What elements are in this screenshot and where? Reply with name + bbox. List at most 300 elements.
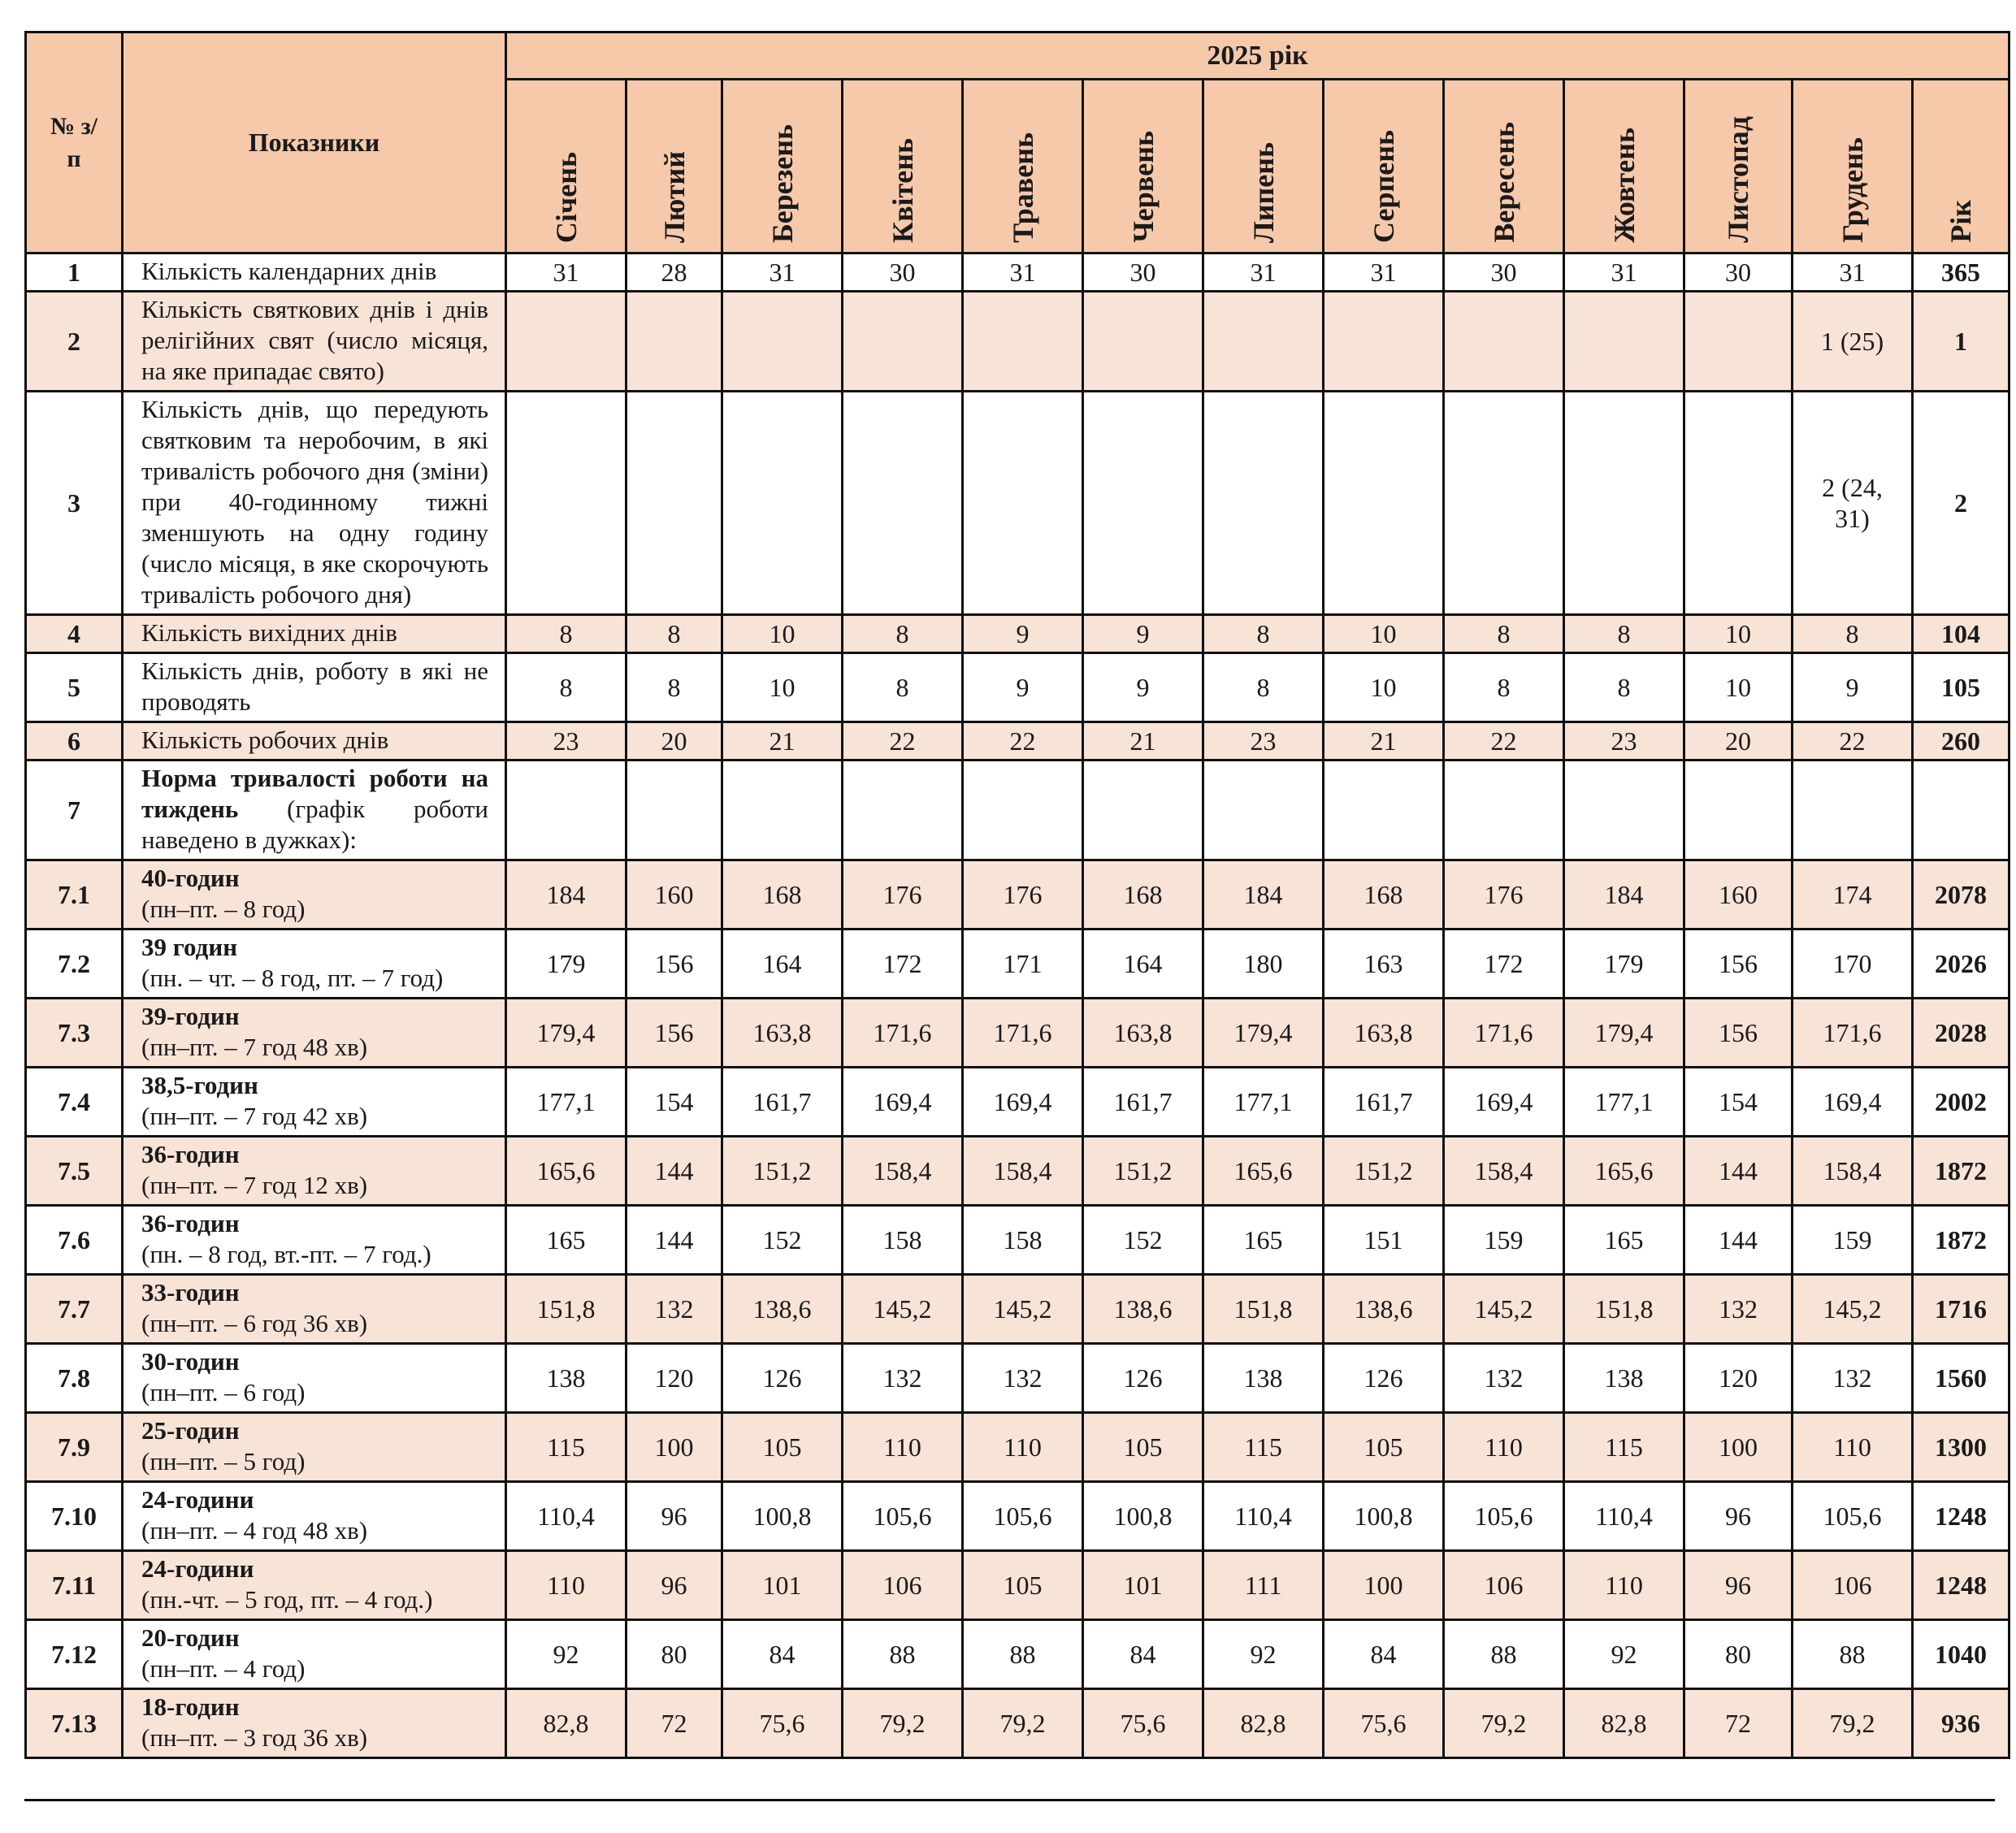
cell-value: 110,4 xyxy=(1564,1482,1684,1551)
header-year-total xyxy=(1913,80,2009,254)
row-label-title: 33-годин xyxy=(141,1278,240,1306)
cell-value: 168 xyxy=(1324,860,1444,930)
cell-value: 8 xyxy=(626,615,722,653)
row-label xyxy=(123,1068,506,1137)
cell-value: 151,2 xyxy=(1083,1137,1203,1206)
cell-value xyxy=(1444,760,1564,860)
cell-value: 160 xyxy=(1684,860,1793,930)
cell-value xyxy=(843,392,963,615)
table-body xyxy=(26,254,2009,1758)
cell-value: 1 (25) xyxy=(1793,292,1913,392)
cell-value: 151,2 xyxy=(722,1137,843,1206)
row-label xyxy=(123,1413,506,1482)
cell-value: 79,2 xyxy=(1444,1689,1564,1758)
cell-value xyxy=(1203,760,1324,860)
cell-year-total: 1872 xyxy=(1913,1206,2009,1275)
cell-value: 163,8 xyxy=(1083,999,1203,1068)
cell-value: 165,6 xyxy=(1564,1137,1684,1206)
cell-value: 10 xyxy=(1324,615,1444,653)
cell-value: 156 xyxy=(626,999,722,1068)
cell-value: 88 xyxy=(963,1620,1083,1689)
cell-value: 84 xyxy=(1083,1620,1203,1689)
table-row xyxy=(26,392,2009,615)
cell-value: 8 xyxy=(1793,615,1913,653)
cell-value: 92 xyxy=(1203,1620,1324,1689)
cell-value: 96 xyxy=(1684,1482,1793,1551)
cell-value: 10 xyxy=(722,615,843,653)
cell-value: 164 xyxy=(722,930,843,999)
cell-value: 80 xyxy=(626,1620,722,1689)
row-label-title: 30-годин xyxy=(141,1347,240,1376)
cell-value: 165 xyxy=(506,1206,626,1275)
cell-value xyxy=(1083,392,1203,615)
cell-value: 9 xyxy=(1793,653,1913,722)
cell-value: 23 xyxy=(1203,722,1324,760)
row-label-schedule: (пн. – чт. – 8 год, пт. – 7 год) xyxy=(141,964,444,992)
header-month-label: Січень xyxy=(549,151,583,243)
header-year: 2025 рік xyxy=(506,32,2009,80)
cell-value: 10 xyxy=(1324,653,1444,722)
row-label-title: 24-години xyxy=(141,1485,254,1514)
cell-value xyxy=(1324,760,1444,860)
cell-value xyxy=(1684,760,1793,860)
cell-value: 172 xyxy=(843,930,963,999)
cell-value: 126 xyxy=(1083,1344,1203,1413)
header-month-label: Рік xyxy=(1944,200,1978,243)
cell-value: 31 xyxy=(506,254,626,292)
cell-value: 126 xyxy=(722,1344,843,1413)
cell-value: 31 xyxy=(722,254,843,292)
cell-value: 8 xyxy=(843,615,963,653)
cell-value: 152 xyxy=(1083,1206,1203,1275)
row-label xyxy=(123,1275,506,1344)
cell-value: 145,2 xyxy=(1793,1275,1913,1344)
row-number: 7.8 xyxy=(26,1344,123,1413)
cell-value xyxy=(1444,392,1564,615)
header-month xyxy=(843,80,963,254)
row-label xyxy=(123,930,506,999)
cell-value: 10 xyxy=(1684,653,1793,722)
row-label: Кількість святкових днів і днів релігійних свят (число місяця, на яке припадає свято) xyxy=(123,292,506,392)
cell-value: 75,6 xyxy=(722,1689,843,1758)
cell-value: 106 xyxy=(1444,1551,1564,1620)
cell-value: 171,6 xyxy=(843,999,963,1068)
row-number: 7.12 xyxy=(26,1620,123,1689)
cell-year-total: 260 xyxy=(1913,722,2009,760)
table-row xyxy=(26,1620,2009,1689)
table-row xyxy=(26,1206,2009,1275)
cell-value: 2 (24, 31) xyxy=(1793,392,1913,615)
table-row xyxy=(26,760,2009,860)
cell-year-total xyxy=(1913,760,2009,860)
row-number: 7.10 xyxy=(26,1482,123,1551)
header-month-label: Листопад xyxy=(1722,116,1754,243)
cell-value xyxy=(1793,760,1913,860)
row-number: 3 xyxy=(26,392,123,615)
cell-value: 10 xyxy=(722,653,843,722)
cell-value: 110 xyxy=(843,1413,963,1482)
cell-value: 179,4 xyxy=(1203,999,1324,1068)
cell-value: 179 xyxy=(1564,930,1684,999)
cell-value: 79,2 xyxy=(963,1689,1083,1758)
cell-value: 31 xyxy=(1324,254,1444,292)
cell-value: 100,8 xyxy=(1324,1482,1444,1551)
cell-value: 164 xyxy=(1083,930,1203,999)
row-label xyxy=(123,1137,506,1206)
cell-value: 92 xyxy=(506,1620,626,1689)
cell-value: 105 xyxy=(1083,1413,1203,1482)
cell-value: 22 xyxy=(843,722,963,760)
cell-value: 161,7 xyxy=(1324,1068,1444,1137)
cell-value: 100,8 xyxy=(722,1482,843,1551)
cell-value: 163,8 xyxy=(1324,999,1444,1068)
row-label-schedule: (пн–пт. – 3 год 36 хв) xyxy=(141,1723,368,1752)
cell-value: 152 xyxy=(722,1206,843,1275)
cell-value xyxy=(722,760,843,860)
cell-value: 138 xyxy=(506,1344,626,1413)
cell-value: 177,1 xyxy=(506,1068,626,1137)
cell-year-total: 1248 xyxy=(1913,1482,2009,1551)
cell-value: 169,4 xyxy=(843,1068,963,1137)
cell-value: 138,6 xyxy=(1083,1275,1203,1344)
cell-value xyxy=(1324,292,1444,392)
cell-value: 9 xyxy=(1083,615,1203,653)
cell-year-total: 1248 xyxy=(1913,1551,2009,1620)
cell-value: 144 xyxy=(626,1137,722,1206)
cell-value: 88 xyxy=(1444,1620,1564,1689)
row-label-title: 20-годин xyxy=(141,1623,240,1652)
cell-value: 23 xyxy=(506,722,626,760)
cell-value: 169,4 xyxy=(1793,1068,1913,1137)
cell-value xyxy=(843,292,963,392)
cell-value: 9 xyxy=(963,615,1083,653)
cell-value: 158,4 xyxy=(963,1137,1083,1206)
cell-value: 21 xyxy=(722,722,843,760)
cell-value: 138,6 xyxy=(1324,1275,1444,1344)
cell-value xyxy=(1444,292,1564,392)
row-number: 4 xyxy=(26,615,123,653)
cell-value xyxy=(1564,292,1684,392)
cell-value xyxy=(963,392,1083,615)
cell-value: 151,8 xyxy=(1203,1275,1324,1344)
row-number: 5 xyxy=(26,653,123,722)
row-label-title: 36-годин xyxy=(141,1140,240,1168)
cell-value: 171,6 xyxy=(963,999,1083,1068)
header-month-label: Грудень xyxy=(1836,137,1869,243)
row-label xyxy=(123,860,506,930)
row-label xyxy=(123,760,506,860)
cell-value: 144 xyxy=(1684,1137,1793,1206)
cell-value: 84 xyxy=(1324,1620,1444,1689)
cell-value: 106 xyxy=(1793,1551,1913,1620)
cell-value xyxy=(626,760,722,860)
row-label xyxy=(123,1482,506,1551)
row-label-schedule: (пн–пт. – 8 год) xyxy=(141,895,306,923)
cell-value: 100 xyxy=(626,1413,722,1482)
table-row xyxy=(26,1344,2009,1413)
cell-value: 184 xyxy=(1203,860,1324,930)
cell-value: 132 xyxy=(963,1344,1083,1413)
cell-value: 144 xyxy=(626,1206,722,1275)
header-month xyxy=(1444,80,1564,254)
cell-value: 179,4 xyxy=(1564,999,1684,1068)
cell-year-total: 1872 xyxy=(1913,1137,2009,1206)
cell-year-total: 2002 xyxy=(1913,1068,2009,1137)
row-label: Кількість робочих днів xyxy=(123,722,506,760)
cell-value xyxy=(506,760,626,860)
cell-value: 31 xyxy=(1564,254,1684,292)
cell-value: 120 xyxy=(1684,1344,1793,1413)
cell-value: 110 xyxy=(1793,1413,1913,1482)
cell-value: 132 xyxy=(626,1275,722,1344)
header-month-label: Лютий xyxy=(657,150,691,243)
cell-value: 22 xyxy=(963,722,1083,760)
cell-value: 82,8 xyxy=(506,1689,626,1758)
row-label: Кількість днів, що передують святковим та неробочим, в які тривалість робочого дня (зміни) при 40-годинному тижні зменшують на одну годину (число місяця, в яке скорочують тривалість робочого дня) xyxy=(123,392,506,615)
cell-value: 165,6 xyxy=(506,1137,626,1206)
cell-value: 132 xyxy=(1444,1344,1564,1413)
header-month xyxy=(1203,80,1324,254)
cell-value: 96 xyxy=(1684,1551,1793,1620)
cell-value: 171,6 xyxy=(1793,999,1913,1068)
row-label-title: 18-годин xyxy=(141,1692,240,1721)
cell-value: 82,8 xyxy=(1203,1689,1324,1758)
row-label xyxy=(123,1689,506,1758)
header-month xyxy=(1083,80,1203,254)
cell-value: 8 xyxy=(626,653,722,722)
row-label-schedule: (пн–пт. – 4 год) xyxy=(141,1654,306,1683)
cell-value: 30 xyxy=(1444,254,1564,292)
table-row xyxy=(26,1551,2009,1620)
cell-value: 171 xyxy=(963,930,1083,999)
cell-value: 156 xyxy=(1684,999,1793,1068)
header-month-label: Квітень xyxy=(886,138,919,243)
row-number: 6 xyxy=(26,722,123,760)
cell-value: 115 xyxy=(506,1413,626,1482)
row-label xyxy=(123,999,506,1068)
cell-value: 138,6 xyxy=(722,1275,843,1344)
cell-value: 151,2 xyxy=(1324,1137,1444,1206)
cell-value: 101 xyxy=(722,1551,843,1620)
header-month-label: Жовтень xyxy=(1607,128,1641,243)
table-row xyxy=(26,722,2009,760)
cell-value: 84 xyxy=(722,1620,843,1689)
cell-value: 8 xyxy=(843,653,963,722)
cell-value: 9 xyxy=(963,653,1083,722)
row-number: 7.13 xyxy=(26,1689,123,1758)
cell-value: 158,4 xyxy=(1444,1137,1564,1206)
cell-year-total: 1040 xyxy=(1913,1620,2009,1689)
cell-value: 8 xyxy=(1444,653,1564,722)
cell-value: 138 xyxy=(1564,1344,1684,1413)
row-label-title: 38,5-годин xyxy=(141,1071,258,1099)
cell-value: 105,6 xyxy=(843,1482,963,1551)
header-month xyxy=(963,80,1083,254)
cell-value xyxy=(1083,292,1203,392)
table-header xyxy=(26,32,2009,254)
cell-value: 174 xyxy=(1793,860,1913,930)
cell-value: 158 xyxy=(843,1206,963,1275)
cell-value: 151 xyxy=(1324,1206,1444,1275)
header-month xyxy=(626,80,722,254)
cell-value: 82,8 xyxy=(1564,1689,1684,1758)
row-number: 7.5 xyxy=(26,1137,123,1206)
cell-value: 144 xyxy=(1684,1206,1793,1275)
row-number: 7.1 xyxy=(26,860,123,930)
header-number xyxy=(26,32,123,254)
cell-value: 96 xyxy=(626,1551,722,1620)
row-label-schedule: (пн–пт. – 6 год) xyxy=(141,1378,306,1406)
row-number: 7.6 xyxy=(26,1206,123,1275)
row-number: 7 xyxy=(26,760,123,860)
cell-value: 158,4 xyxy=(843,1137,963,1206)
cell-year-total: 2078 xyxy=(1913,860,2009,930)
cell-value: 105 xyxy=(963,1551,1083,1620)
cell-value xyxy=(506,292,626,392)
cell-value: 126 xyxy=(1324,1344,1444,1413)
table-row xyxy=(26,1689,2009,1758)
cell-year-total: 104 xyxy=(1913,615,2009,653)
cell-value: 151,8 xyxy=(506,1275,626,1344)
cell-value: 160 xyxy=(626,860,722,930)
cell-value: 110 xyxy=(1444,1413,1564,1482)
cell-value: 8 xyxy=(506,615,626,653)
row-label: Кількість календарних днів xyxy=(123,254,506,292)
cell-value: 165 xyxy=(1203,1206,1324,1275)
header-month xyxy=(722,80,843,254)
cell-value: 22 xyxy=(1444,722,1564,760)
cell-value: 138 xyxy=(1203,1344,1324,1413)
work-hours-table xyxy=(24,31,2010,1759)
cell-value: 79,2 xyxy=(843,1689,963,1758)
cell-value: 115 xyxy=(1564,1413,1684,1482)
cell-value: 163 xyxy=(1324,930,1444,999)
cell-value: 177,1 xyxy=(1564,1068,1684,1137)
cell-value: 176 xyxy=(1444,860,1564,930)
row-number: 2 xyxy=(26,292,123,392)
row-number: 1 xyxy=(26,254,123,292)
row-label-title: 25-годин xyxy=(141,1416,240,1445)
cell-value: 176 xyxy=(843,860,963,930)
cell-value: 179 xyxy=(506,930,626,999)
cell-value: 30 xyxy=(1684,254,1793,292)
table-row xyxy=(26,292,2009,392)
row-label xyxy=(123,1344,506,1413)
cell-value: 21 xyxy=(1324,722,1444,760)
cell-value xyxy=(843,760,963,860)
table-row xyxy=(26,1482,2009,1551)
header-month-label: Вересень xyxy=(1487,122,1520,243)
cell-value: 132 xyxy=(1793,1344,1913,1413)
cell-value: 105 xyxy=(722,1413,843,1482)
cell-value: 161,7 xyxy=(722,1068,843,1137)
row-label-schedule: (пн–пт. – 5 год) xyxy=(141,1447,306,1476)
cell-value xyxy=(1684,292,1793,392)
cell-value: 115 xyxy=(1203,1413,1324,1482)
cell-value xyxy=(626,392,722,615)
cell-value: 177,1 xyxy=(1203,1068,1324,1137)
cell-value: 184 xyxy=(1564,860,1684,930)
cell-value: 184 xyxy=(506,860,626,930)
table-row xyxy=(26,999,2009,1068)
header-month xyxy=(1684,80,1793,254)
row-label-schedule: (пн. – 8 год, вт.-пт. – 7 год.) xyxy=(141,1240,431,1268)
cell-value: 171,6 xyxy=(1444,999,1564,1068)
cell-value xyxy=(963,292,1083,392)
table-row xyxy=(26,653,2009,722)
cell-value: 105,6 xyxy=(963,1482,1083,1551)
row-label: Кількість вихідних днів xyxy=(123,615,506,653)
header-month-label: Серпень xyxy=(1367,130,1400,243)
cell-value: 145,2 xyxy=(843,1275,963,1344)
cell-value: 163,8 xyxy=(722,999,843,1068)
cell-value: 161,7 xyxy=(1083,1068,1203,1137)
cell-value: 120 xyxy=(626,1344,722,1413)
cell-value xyxy=(1203,392,1324,615)
cell-year-total: 1 xyxy=(1913,292,2009,392)
header-month xyxy=(1564,80,1684,254)
cell-value: 156 xyxy=(626,930,722,999)
cell-value: 159 xyxy=(1444,1206,1564,1275)
cell-value xyxy=(1203,292,1324,392)
cell-value: 110 xyxy=(963,1413,1083,1482)
cell-year-total: 365 xyxy=(1913,254,2009,292)
table-wrapper xyxy=(24,31,2010,1759)
header-month-label: Липень xyxy=(1246,141,1280,243)
cell-value xyxy=(963,760,1083,860)
cell-value: 168 xyxy=(1083,860,1203,930)
cell-value: 88 xyxy=(1793,1620,1913,1689)
cell-value: 8 xyxy=(1564,653,1684,722)
cell-value: 110 xyxy=(506,1551,626,1620)
header-number-label: № з/п xyxy=(50,112,98,172)
table-row xyxy=(26,860,2009,930)
header-month xyxy=(1324,80,1444,254)
cell-value: 28 xyxy=(626,254,722,292)
cell-value: 8 xyxy=(1564,615,1684,653)
cell-value: 169,4 xyxy=(1444,1068,1564,1137)
row-label-schedule: (пн–пт. – 7 год 48 хв) xyxy=(141,1033,368,1061)
cell-year-total: 1560 xyxy=(1913,1344,2009,1413)
cell-value: 169,4 xyxy=(963,1068,1083,1137)
cell-year-total: 2028 xyxy=(1913,999,2009,1068)
cell-value: 154 xyxy=(1684,1068,1793,1137)
cell-year-total: 105 xyxy=(1913,653,2009,722)
row-number: 7.11 xyxy=(26,1551,123,1620)
row-label xyxy=(123,1206,506,1275)
row-label-title: 24-години xyxy=(141,1554,254,1583)
row-label xyxy=(123,1620,506,1689)
cell-value: 30 xyxy=(843,254,963,292)
cell-value: 168 xyxy=(722,860,843,930)
cell-value: 151,8 xyxy=(1564,1275,1684,1344)
cell-value: 132 xyxy=(1684,1275,1793,1344)
cell-value: 172 xyxy=(1444,930,1564,999)
row-label-schedule: (пн–пт. – 7 год 12 хв) xyxy=(141,1171,368,1199)
cell-year-total: 2026 xyxy=(1913,930,2009,999)
cell-value: 20 xyxy=(626,722,722,760)
row-label-schedule: (пн.-чт. – 5 год, пт. – 4 год.) xyxy=(141,1585,433,1614)
table-row xyxy=(26,254,2009,292)
cell-year-total: 936 xyxy=(1913,1689,2009,1758)
cell-value xyxy=(722,392,843,615)
row-label-bold: Норма тривалості роботи на тиждень xyxy=(141,764,488,823)
cell-value: 72 xyxy=(1684,1689,1793,1758)
cell-value xyxy=(1083,760,1203,860)
cell-value: 72 xyxy=(626,1689,722,1758)
cell-value: 110,4 xyxy=(1203,1482,1324,1551)
cell-value: 8 xyxy=(1203,615,1324,653)
